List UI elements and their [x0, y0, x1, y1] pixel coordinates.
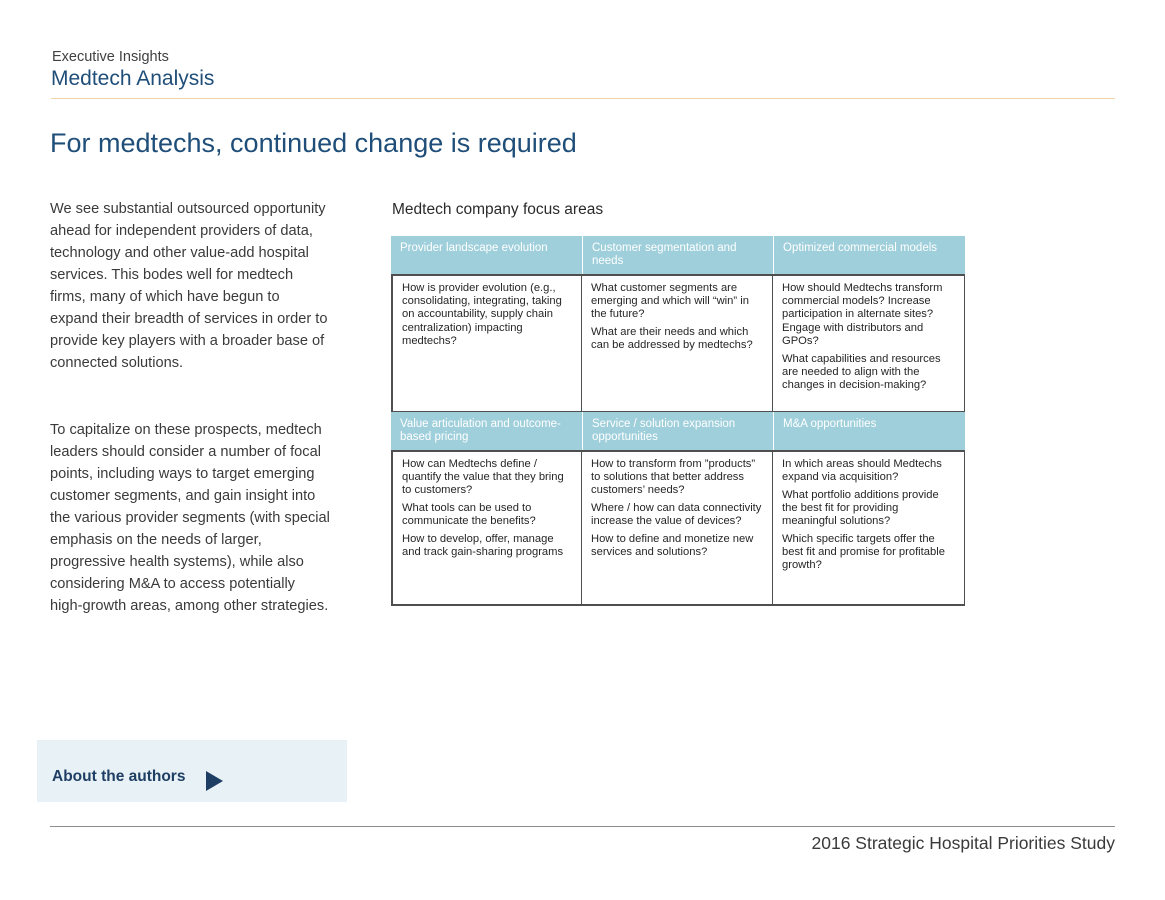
matrix-heading: M&A opportunities	[773, 412, 965, 450]
matrix-cell	[582, 274, 773, 412]
matrix-question: Where / how can data connectivity increase the value of devices?	[591, 502, 762, 528]
matrix-question: Which specific targets offer the best fit and promise for profitable growth?	[782, 533, 945, 572]
matrix-question: How can Medtechs define / quantify the value that they bring to customers?	[402, 458, 564, 497]
about-the-authors-button[interactable]	[37, 740, 347, 802]
matrix-heading: Customer segmentation and needs	[582, 236, 773, 274]
header-kicker: Executive Insights	[52, 49, 169, 65]
matrix-heading: Service / solution expansion opportunities	[582, 412, 773, 450]
focus-areas-matrix	[391, 236, 965, 606]
footer-divider	[50, 826, 1115, 827]
matrix-question: In which areas should Medtechs expand via acquisition?	[782, 458, 942, 484]
matrix-question: What customer segments are emerging and which will “win” in the future?	[591, 282, 749, 321]
page-title: For medtechs, continued change is required	[50, 128, 577, 158]
matrix-question: How to define and monetize new services and solutions?	[591, 533, 754, 559]
body-paragraph-1: We see substantial outsourced opportunity ahead for independent providers of data, technology and other value-add hospital services. This bodes well for medtech firms, many of which have begun to expand their breadth of services in order to provide key players with a broader base of connected solutions.	[50, 201, 328, 371]
matrix-question: How should Medtechs transform commercial models? Increase participation in alternate sites? Engage with distributors and GPOs?	[782, 282, 943, 347]
matrix-heading: Provider landscape evolution	[391, 236, 582, 274]
matrix-cell	[773, 274, 965, 412]
matrix-cell	[773, 450, 965, 606]
matrix-heading: Value articulation and outcome-based pricing	[391, 412, 582, 450]
matrix-title: Medtech company focus areas	[392, 201, 604, 218]
about-the-authors-label[interactable]: About the authors	[52, 768, 186, 785]
header-divider	[51, 98, 1115, 99]
matrix-cell	[391, 450, 582, 606]
header-section-title: Medtech Analysis	[51, 67, 215, 90]
matrix-question: How to transform from ”products” to solutions that better address customers’ needs?	[591, 458, 756, 497]
matrix-question: How is provider evolution (e.g., consolidating, integrating, taking on accountability, supply chain centralization) impacting medtechs?	[402, 282, 562, 347]
matrix-heading: Optimized commercial models	[773, 236, 965, 274]
matrix-cell	[582, 450, 773, 606]
matrix-question: What are their needs and which can be addressed by medtechs?	[591, 326, 753, 352]
matrix-question: What portfolio additions provide the best fit for providing meaningful solutions?	[782, 488, 939, 528]
matrix-question: What capabilities and resources are needed to align with the changes in decision-making?	[782, 352, 941, 391]
matrix-question: What tools can be used to communicate the benefits?	[402, 502, 536, 528]
footer-study-title: 2016 Strategic Hospital Priorities Study	[811, 833, 1115, 853]
matrix-cell	[391, 274, 582, 412]
play-arrow-icon[interactable]	[206, 771, 223, 791]
matrix-question: How to develop, offer, manage and track gain-sharing programs	[402, 533, 564, 559]
body-paragraph-2: To capitalize on these prospects, medtech leaders should consider a number of focal points, including ways to target emerging customer segments, and gain insight into the various provider segments (with special emphasis on the needs of larger, progressive health systems), while also considering M&A to access potentially high-growth areas, among other strategies.	[50, 422, 330, 614]
